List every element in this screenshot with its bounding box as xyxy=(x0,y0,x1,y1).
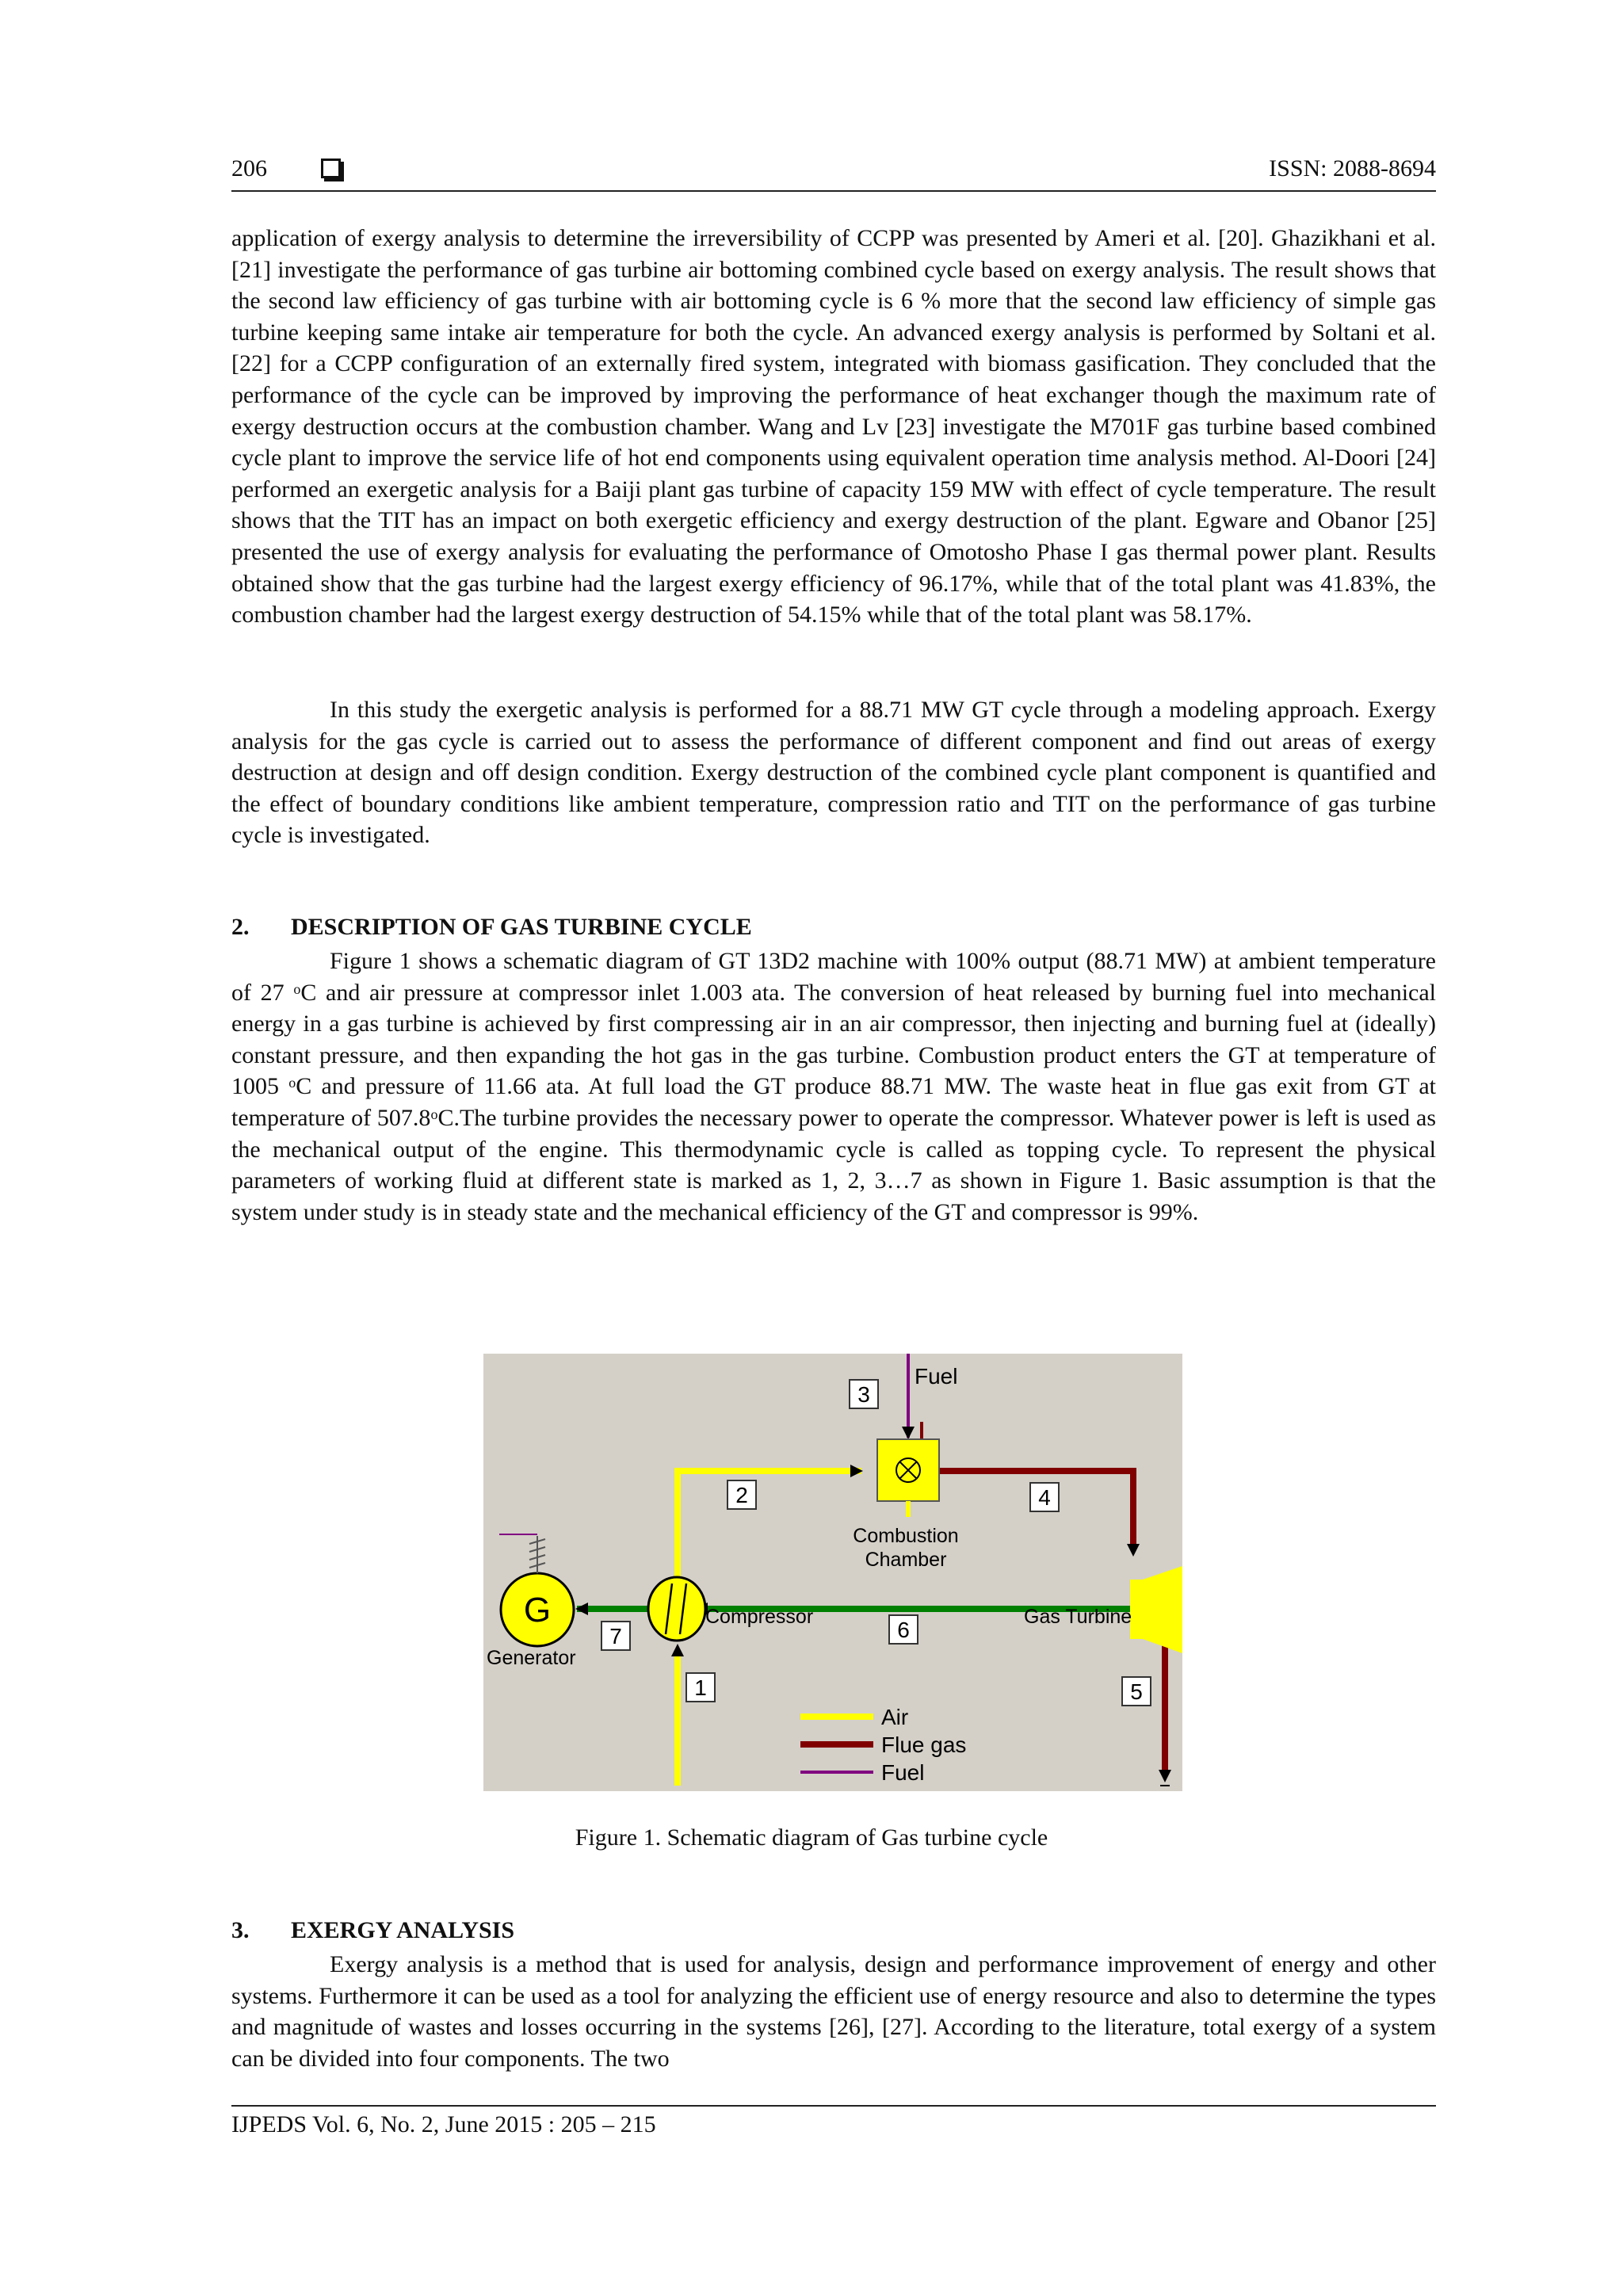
degree-sup-1: o xyxy=(293,980,301,997)
gas-turbine xyxy=(1143,1566,1182,1653)
arrow-state-7 xyxy=(575,1603,588,1615)
intro-paragraph: application of exergy analysis to determine the irreversibility of CCPP was presented by Ameri et al. [20]. Ghazikhani et al. [21] investigate the performance of gas turbine air bottoming combined cycle based on exergy analysis. The result shows that the second law efficiency of gas turbine with air bottoming cycle is 6 % more that the second law efficiency of simple gas turbine keeping same intake air temperature for both the cycle. An advanced exergy analysis is performed by Soltani et al. [22] for a CCPP configuration of an externally fired system, integrated with biomass gasification. They concluded that the performance of the cycle can be improved by improving the performance of heat exchanger though the maximum rate of exergy destruction occurs at the combustion chamber. Wang and Lv [23] investigate the M701F gas turbine based combined cycle plant to improve the service life of hot end components using equivalent operation time analysis method. Al-Doori [24] performed an exergetic analysis for a Baiji plant gas turbine of capacity 159 MW with effect of cycle temperature. The result shows that the TIT has an impact on both exergetic efficiency and exergy destruction of the plant. Egware and Obanor [25] presented the use of exergy analysis for evaluating the performance of Omotosho Phase I gas thermal power plant. Results obtained show that the gas turbine had the largest exergy efficiency of 96.17%, while that of the total plant was 41.83%, the combustion chamber had the largest exergy destruction of 54.15% while that of the total plant was 58.17%. xyxy=(231,225,1436,628)
state-point-7: 7 xyxy=(609,1624,622,1648)
state-point-1: 1 xyxy=(694,1675,707,1700)
page-number: 206 xyxy=(231,155,267,181)
gas-turbine-label: Gas Turbine xyxy=(1024,1606,1132,1628)
arrow-state-1 xyxy=(671,1644,684,1656)
degree-sup-3: o xyxy=(430,1106,438,1122)
section-2-text-d: C.The turbine provides the necessary power to operate the compressor. Whatever power is left is used as the mechanical output of the engine. This thermodynamic cycle is called as topping cycle. To represent the physical parameters of working fluid at different state is marked as 1, 2, 3…7 as shown in Figure 1. Basic assumption is that the system under study is in steady state and the mechanical efficiency of the GT and compressor is 99%. xyxy=(231,1104,1436,1225)
legend-air: Air xyxy=(881,1705,909,1729)
compressor-label: Compressor xyxy=(705,1606,814,1628)
generator-label: Generator xyxy=(487,1647,576,1669)
generator-letter: G xyxy=(523,1591,552,1629)
figure-caption: Figure 1. Schematic diagram of Gas turbine cycle xyxy=(575,1824,1048,1851)
state-point-6: 6 xyxy=(897,1618,910,1642)
state-point-5: 5 xyxy=(1130,1679,1143,1704)
section-3-number: 3. xyxy=(231,1917,250,1943)
compressed-air-line xyxy=(678,1471,861,1599)
compressor xyxy=(648,1577,705,1641)
section-2-heading xyxy=(231,914,752,941)
arrow-state-2 xyxy=(850,1465,863,1477)
arrow-state-5 xyxy=(1159,1770,1171,1782)
gas-turbine-body xyxy=(1130,1580,1144,1639)
footer-text: IJPEDS Vol. 6, No. 2, June 2015 : 205 – 215 xyxy=(231,2111,656,2137)
issn: ISSN: 2088-8694 xyxy=(1269,155,1436,181)
legend-flue-gas: Flue gas xyxy=(881,1733,967,1757)
section-2-text-c: C and pressure of 11.66 ata. At full load the GT produce 88.71 MW. The waste heat in flue gas exit from GT at temperature of 507.8 xyxy=(231,1073,1436,1131)
combustion-label-line1: Combustion xyxy=(853,1525,959,1547)
section-2-number: 2. xyxy=(231,914,250,940)
section-3-heading xyxy=(231,1917,514,1944)
combustion-label-line2: Chamber xyxy=(865,1549,947,1571)
state-point-4: 4 xyxy=(1038,1485,1051,1510)
legend-fuel: Fuel xyxy=(881,1760,925,1785)
page-footer xyxy=(231,2105,1436,2138)
gas-turbine-cycle-figure xyxy=(483,1354,1182,1791)
study-paragraph: In this study the exergetic analysis is performed for a 88.71 MW GT cycle through a modeling approach. Exergy analysis for the gas cycle is carried out to assess the performance of different component and find out areas of exergy destruction at design and off design condition. Exergy destruction of the combined cycle plant component is quantified and the effect of boundary conditions like ambient temperature, compression ratio and TIT on the performance of gas turbine cycle is investigated. xyxy=(231,697,1436,849)
section-2-paragraph xyxy=(231,946,1436,1228)
state-point-3: 3 xyxy=(857,1382,870,1407)
section-2-title: DESCRIPTION OF GAS TURBINE CYCLE xyxy=(291,914,752,940)
section-2-text-a: Figure 1 shows a schematic diagram of GT 13D2 machine with 100% output (88.71 MW) at ambient temperature of 27 xyxy=(231,948,1436,1006)
section-2-text-b: C and air pressure at compressor inlet 1.003 ata. The conversion of heat released by burning fuel into mechanical energy in a gas turbine is achieved by first compressing air in an air compressor, then injecting and burning fuel at (ideally) constant pressure, and then expanding the hot gas in the gas turbine. Combustion product enters the GT at temperature of 1005 xyxy=(231,979,1436,1100)
degree-sup-2: o xyxy=(288,1075,296,1091)
section-3-paragraph: Exergy analysis is a method that is used for analysis, design and performance improvement of energy and other systems. Furthermore it can be used as a tool for analyzing the efficient use of energy resource and also to determine the types and magnitude of wastes and losses occurring in the systems [26], [27]. According to the literature, total exergy of a system can be divided into four components. The two xyxy=(231,1951,1436,2072)
page-header xyxy=(231,155,1436,192)
section-3-title: EXERGY ANALYSIS xyxy=(291,1917,515,1943)
fuel-label: Fuel xyxy=(915,1364,958,1389)
state-point-2: 2 xyxy=(735,1483,748,1507)
arrow-state-4 xyxy=(1127,1544,1140,1557)
checkbox-square-icon xyxy=(321,159,341,178)
arrow-state-3 xyxy=(902,1427,915,1439)
